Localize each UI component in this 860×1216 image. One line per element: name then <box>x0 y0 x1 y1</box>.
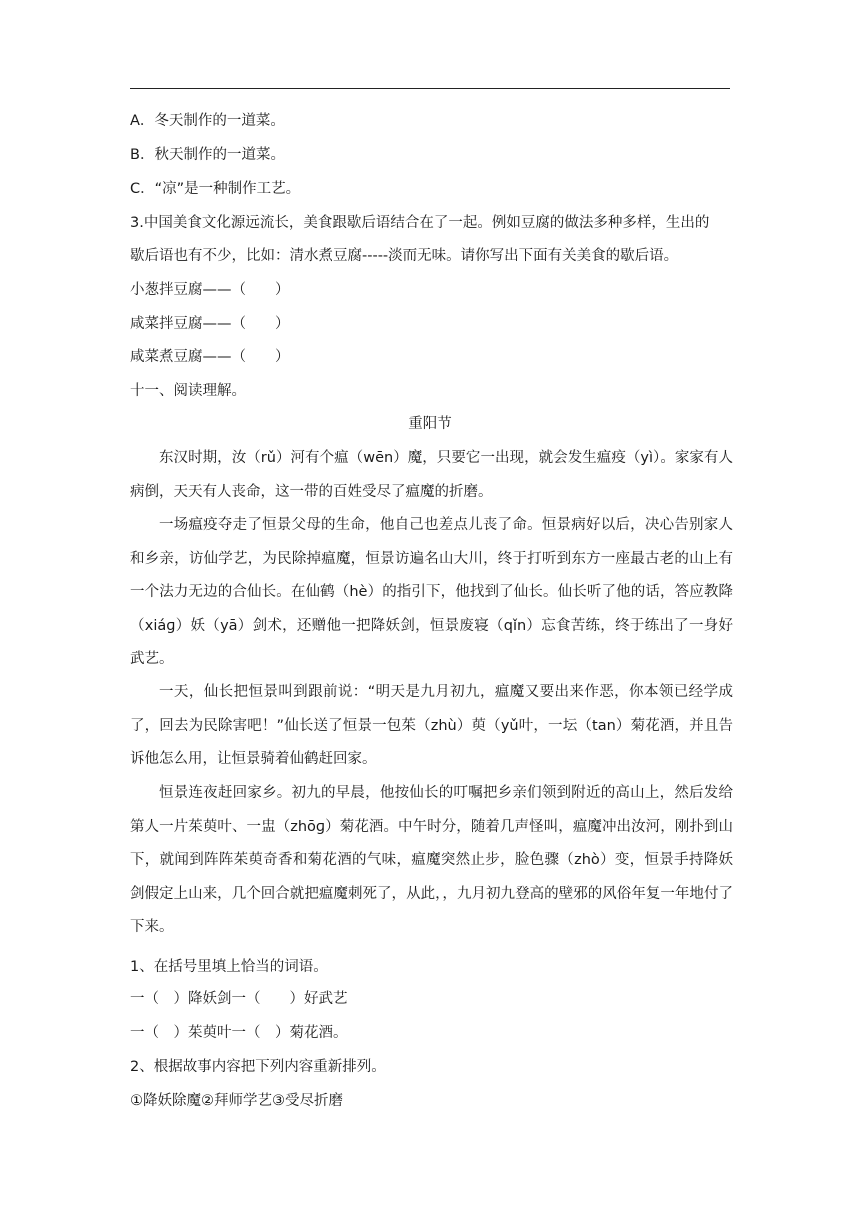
story-title: 重阳节 <box>408 416 452 432</box>
question-2-prompt: 2、根据故事内容把下列内容重新排列。 <box>130 1059 386 1075</box>
xiehouyu-item-1: 小葱拌豆腐——（ ） <box>130 282 290 298</box>
question-1-line-1: 一（ ）降妖剑一（ ）好武艺 <box>130 991 348 1007</box>
section-heading: 十一、阅读理解。 <box>130 383 246 399</box>
story-paragraph-4: 恒景连夜赶回家乡。初九的早晨，他按仙长的叮嘱把乡亲们领到附近的高山上，然后发给第人一片茱萸叶、一盅（zhōɡ）菊花酒。中午时分，随着几声怪叫，瘟魔冲出汝河，刚扑到山下，就闻到阵阵茱萸奇香和菊花酒的气味，瘟魔突然止步，脸色骤（zhò）变，恒景手持降妖剑假定上山来，几个回合就把瘟魔刺死了，从此，，九月初九登高的壁邪的风俗年复一年地付了下来。 <box>130 785 733 936</box>
question-2-options: ①降妖除魔②拜师学艺③受尽折磨 <box>130 1093 343 1109</box>
header-rule <box>130 88 730 89</box>
xiehouyu-item-2: 咸菜拌豆腐——（ ） <box>130 316 290 332</box>
story-paragraph-2: 一场瘟疫夺走了恒景父母的生命，他自己也差点儿丧了命。恒景病好以后，决心告别家人和乡亲，访仙学艺，为民除掉瘟魔，恒景访遍名山大川，终于打听到东方一座最古老的山上有一个法力无边的合仙长。在仙鹤（hè）的指引下，他找到了仙长。仙长听了他的话，答应教降（xiáɡ）妖（yā）剑术，还赠他一把降妖剑，恒景废寝（qǐn）忘食苦练，终于练出了一身好武艺。 <box>130 517 733 668</box>
question-1-line-2: 一（ ）茱萸叶一（ ）菊花酒。 <box>130 1025 348 1041</box>
question-3-line-2: 歇后语也有不少，比如：清水煮豆腐-----淡而无味。请你写出下面有关美食的歇后语。 <box>130 248 679 264</box>
xiehouyu-item-3: 咸菜煮豆腐——（ ） <box>130 349 290 365</box>
option-b: B．秋天制作的一道菜。 <box>130 147 285 163</box>
option-c: C．“凉”是一种制作工艺。 <box>130 181 301 197</box>
story-paragraph-1: 东汉时期，汝（rǔ）河有个瘟（wēn）魔，只要它一出现，就会发生瘟疫（yì）。家家有人病倒，天天有人丧命，这一带的百姓受尽了瘟魔的折磨。 <box>130 450 733 500</box>
story-paragraph-3: 一天，仙长把恒景叫到跟前说：“明天是九月初九，瘟魔又要出来作恶，你本领已经学成了，回去为民除害吧！”仙长送了恒景一包茱（zhù）萸（yǔ叶，一坛（tan）菊花酒，并且告诉他怎么用，让恒景骑着仙鹤赶回家。 <box>130 684 733 768</box>
question-1-prompt: 1、在括号里填上恰当的词语。 <box>130 959 328 975</box>
option-a: A．冬天制作的一道菜。 <box>130 113 285 129</box>
question-3-line-1: 3.中国美食文化源远流长，美食跟歇后语结合在了一起。例如豆腐的做法多种多样，生出的 <box>130 215 710 231</box>
